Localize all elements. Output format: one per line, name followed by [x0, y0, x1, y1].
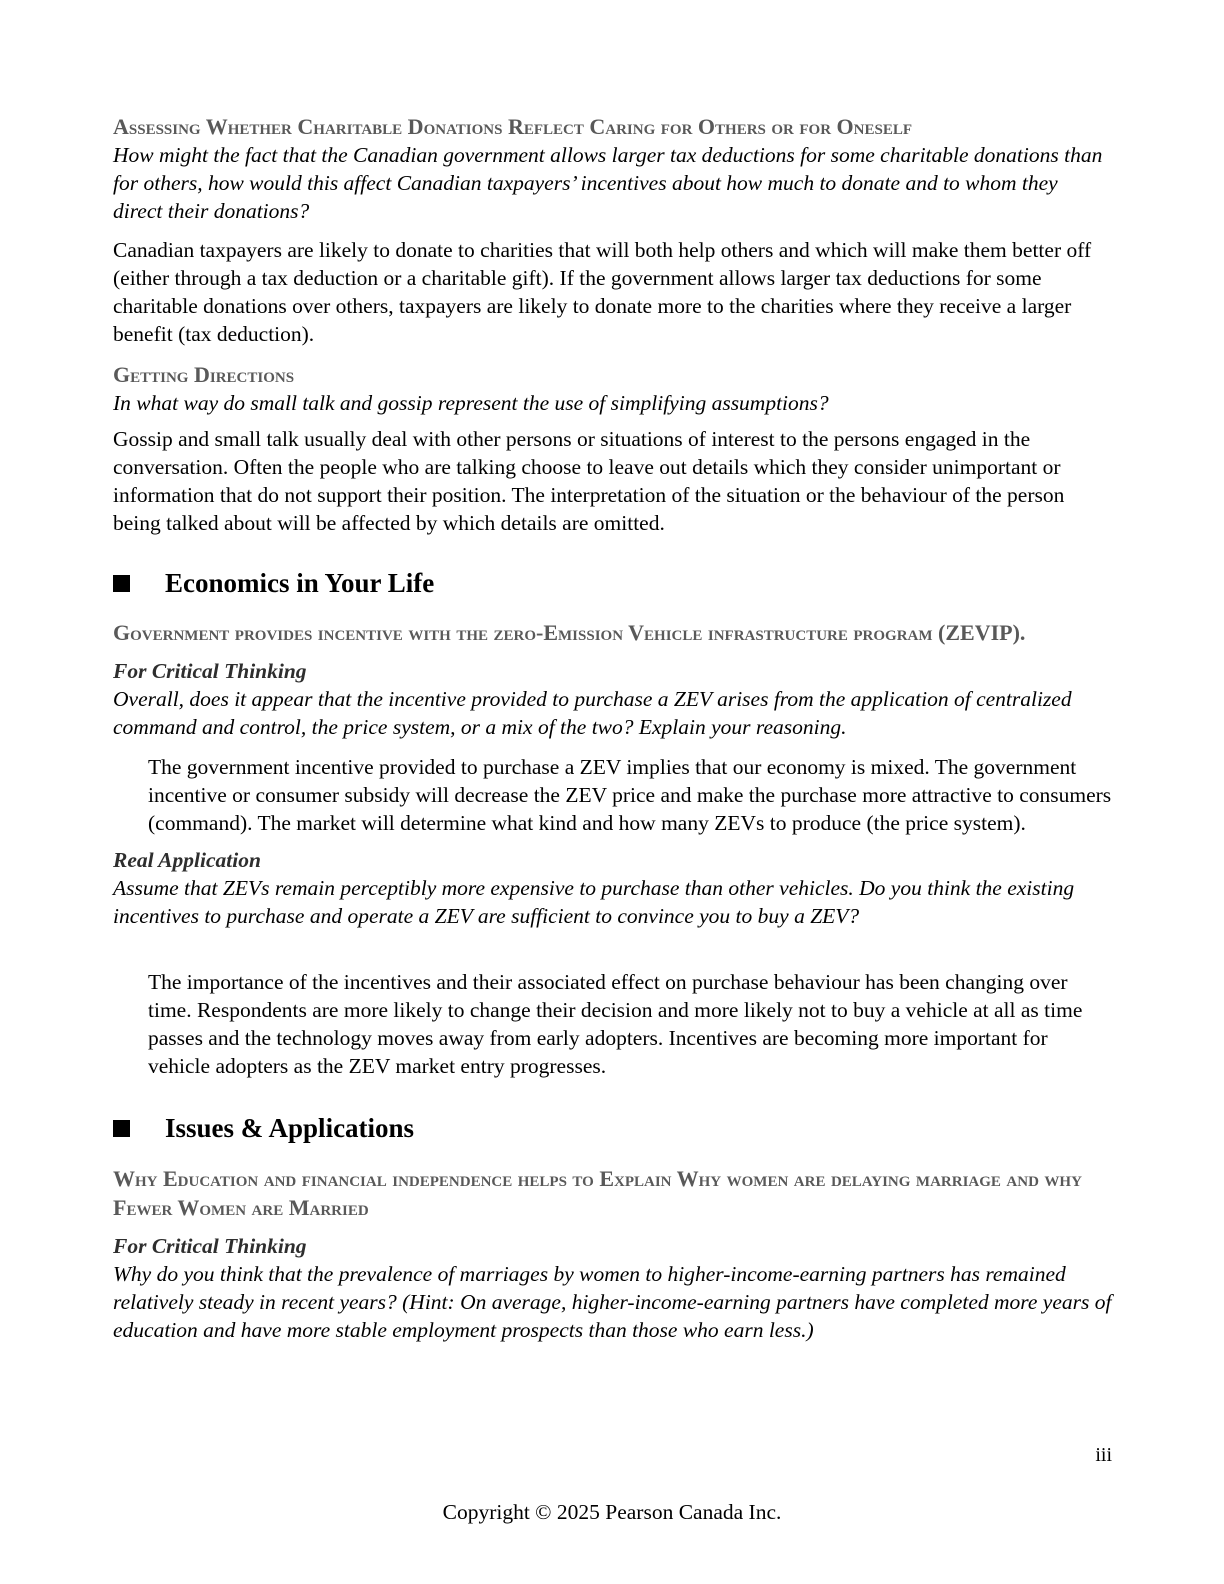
critical-thinking-question: Overall, does it appear that the incentive provided to purchase a ZEV arises from the application of centralized command and control, the price system, or a mix of the two? Explain your reasoning. [113, 687, 1072, 739]
square-bullet-icon [113, 1120, 130, 1137]
real-application-question: Assume that ZEVs remain perceptibly more expensive to purchase than other vehicles. Do you think the existing incentives to purchase and operate a ZEV are sufficient to convince you to buy a ZEV? [113, 876, 1075, 928]
real-application-label: Real Application [113, 848, 261, 872]
economics-section-title: Economics in Your Life [165, 568, 435, 598]
getting-directions-question: In what way do small talk and gossip represent the use of simplifying assumptions? [113, 391, 829, 415]
marriage-critical-thinking-question: Why do you think that the prevalence of marriages by women to higher-income-earning partners has remained relatively steady in recent years? (Hint: On average, higher-income-earning partners have completed more years of education and have more stable employment prospects than those who earn less.) [113, 1262, 1112, 1342]
marriage-heading: Why Education and financial independence helps to Explain Why women are delaying marriage and why Fewer Women are Married [113, 1166, 1082, 1220]
real-application-answer: The importance of the incentives and their associated effect on purchase behaviour has been changing over time. Respondents are more likely to change their decision and more likely not to buy a vehicle at all as time passes and the technology moves away from early adopters. Incentives are becoming more important for vehicle adopters as the ZEV market entry progresses. [148, 970, 1083, 1078]
critical-thinking-label: For Critical Thinking [113, 659, 307, 683]
assessing-heading: Assessing Whether Charitable Donations Reflect Caring for Others or for Oneself [113, 114, 913, 139]
assessing-answer: Canadian taxpayers are likely to donate to charities that will both help others and which will make them better off (either through a tax deduction or a charitable gift). If the government allows larger tax deductions for some charitable donations over others, taxpayers are likely to donate more to the charities where they receive a larger benefit (tax deduction). [113, 238, 1092, 346]
page-number: iii [1095, 1444, 1112, 1466]
marriage-critical-thinking-label: For Critical Thinking [113, 1234, 307, 1258]
critical-thinking-answer: The government incentive provided to purchase a ZEV implies that our economy is mixed. The government incentive or consumer subsidy will decrease the ZEV price and make the purchase more attractive to consumers (command). The market will determine what kind and how many ZEVs to produce (the price system). [148, 755, 1112, 835]
assessing-question: How might the fact that the Canadian government allows larger tax deductions for some charitable donations than for others, how would this affect Canadian taxpayers’ incentives about how much to donate and to whom they direct their donations? [113, 143, 1103, 223]
getting-directions-heading: Getting Directions [113, 362, 295, 387]
page-content [113, 112, 1112, 1344]
zevip-heading: Government provides incentive with the zero-Emission Vehicle infrastructure program (ZEVIP). [113, 620, 1026, 645]
issues-section-title: Issues & Applications [165, 1113, 415, 1143]
issues-section-heading [113, 1112, 1112, 1144]
economics-section-heading [113, 567, 1112, 599]
copyright-notice: Copyright © 2025 Pearson Canada Inc. [442, 1500, 782, 1524]
getting-directions-answer: Gossip and small talk usually deal with other persons or situations of interest to the persons engaged in the conversation. Often the people who are talking choose to leave out details which they consider unimportant or information that do not support their position. The interpretation of the situation or the behaviour of the person being talked about will be affected by which details are omitted. [113, 427, 1065, 535]
square-bullet-icon [113, 575, 130, 592]
